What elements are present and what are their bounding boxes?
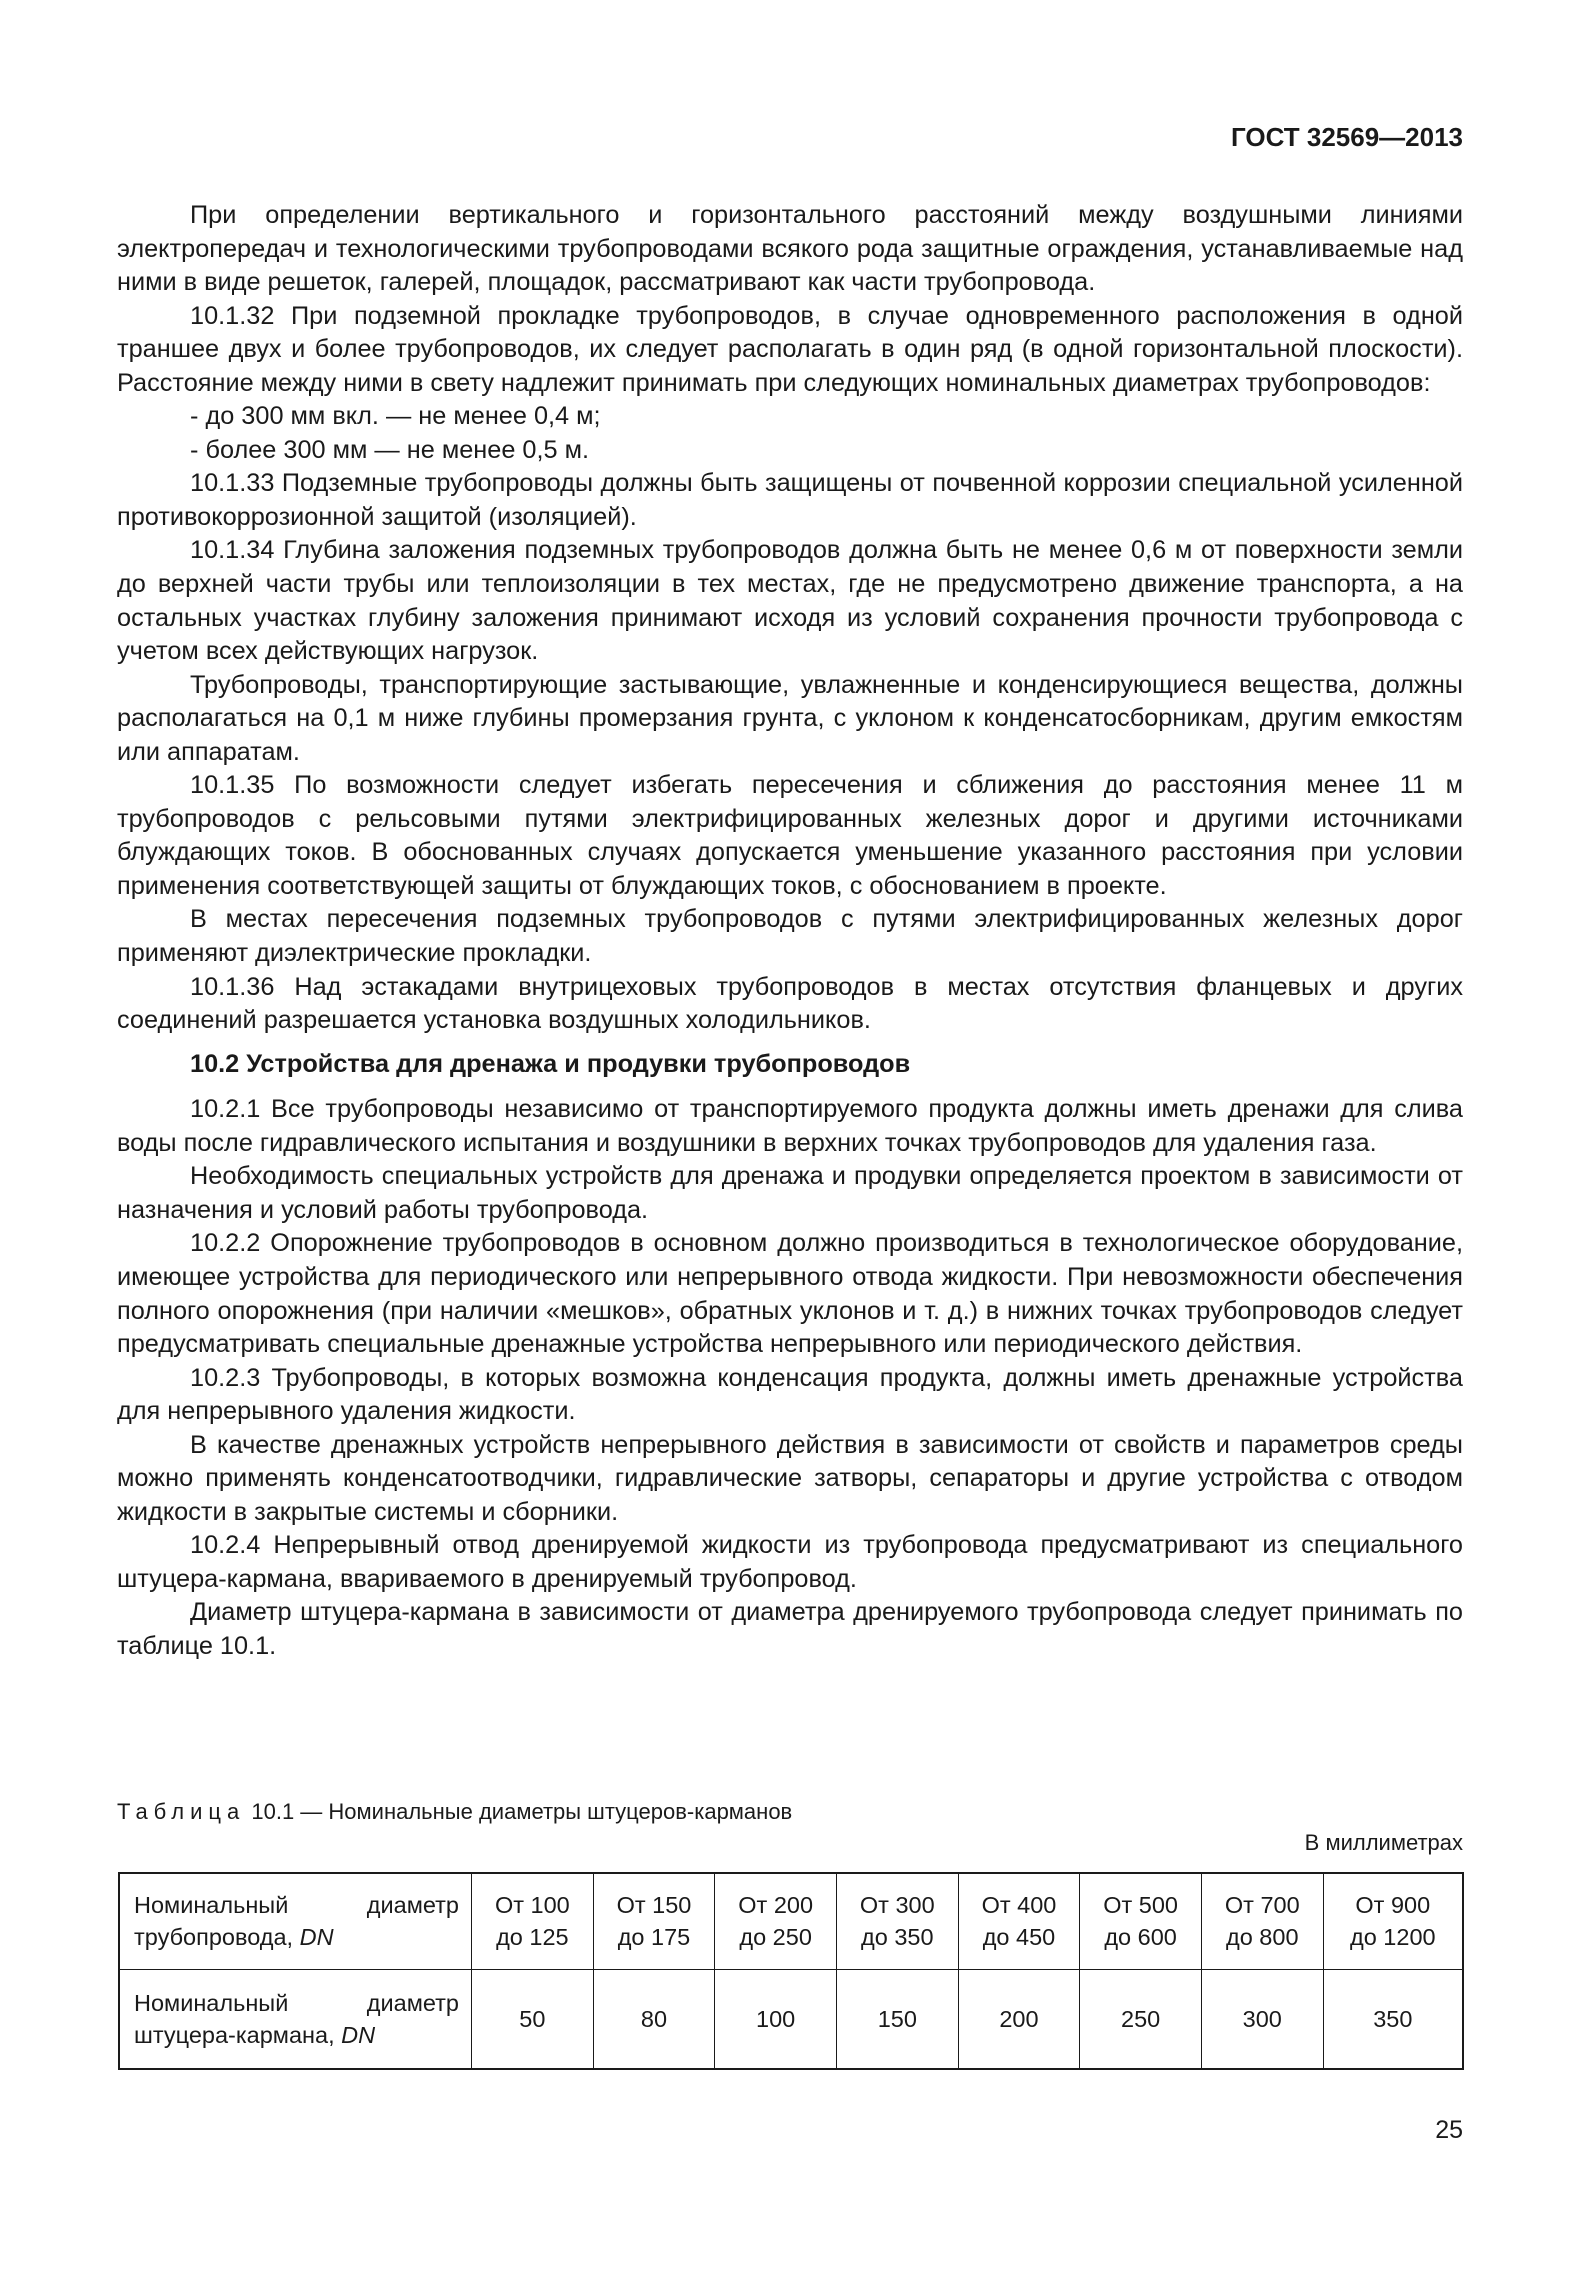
range-from: От 400 [981, 1892, 1057, 1919]
range-from: От 900 [1355, 1892, 1431, 1919]
paragraph: 10.2.4 Непрерывный отвод дренируемой жидкости из трубопровода предусматривают из специального штуцера-кармана, ввариваемого в дренируемый трубопровод. [117, 1531, 1463, 1593]
table-cell-value: 50 [472, 1969, 594, 2069]
range-to: до 350 [861, 1924, 934, 1951]
row-header-text: трубопровода, [134, 1924, 300, 1951]
section-heading: 10.2 Устройства для дренажа и продувки трубопроводов [190, 1049, 911, 1078]
paragraph: 10.2.2 Опорожнение трубопроводов в основном должно производиться в технологическое оборудование, имеющее устройства для периодического или непрерывного отвода жидкости. При невозможности обеспечения полного опорожнения (при наличии «мешков», обратных уклонов и т. д.) в нижних точках трубопроводов следует предусматривать специальные дренажные устройства непрерывного или периодического действия. [117, 1229, 1463, 1359]
paragraph: 10.1.34 Глубина заложения подземных трубопроводов должна быть не менее 0,6 м от поверхности земли до верхней части трубы или теплоизоляции в тех местах, где не предусмотрено движение транспорта, а на остальных участках глубину заложения принимают исходя из условий сохранения прочности трубопровода с учетом всех действующих нагрузок. [117, 536, 1463, 666]
row-header-line: Номинальный диаметр [134, 1989, 459, 2016]
range-to: до 600 [1104, 1924, 1177, 1951]
table-cell-range [836, 1873, 958, 1969]
row-header-pipe-diameter [119, 1873, 472, 1969]
range-to: до 1200 [1350, 1924, 1436, 1951]
row-header-line [134, 2022, 375, 2048]
document-header [117, 120, 1463, 154]
paragraph: 10.2.3 Трубопроводы, в которых возможна конденсация продукта, должны иметь дренажные устройства для непрерывного удаления жидкости. [117, 1363, 1463, 1426]
table-cell-range [1080, 1873, 1202, 1969]
table-caption-word: Таблица [117, 1799, 246, 1824]
paragraph: Необходимость специальных устройств для дренажа и продувки определяется проектом в зависимости от назначения и условий работы трубопровода. [117, 1162, 1463, 1224]
table-row-fitting-diameter [119, 1969, 1463, 2069]
document-code: ГОСТ 32569—2013 [1231, 122, 1463, 152]
table-cell-value: 80 [593, 1969, 715, 2069]
row-header-fitting-diameter [119, 1969, 472, 2069]
table-units: В миллиметрах [1304, 1830, 1463, 1855]
table-cell-value: 300 [1201, 1969, 1323, 2069]
paragraph: 10.1.36 Над эстакадами внутрицеховых трубопроводов в местах отсутствия фланцевых и других соединений разрешается установка воздушных холодильников. [117, 972, 1463, 1035]
range-from: От 150 [616, 1892, 692, 1919]
paragraph: 10.1.32 При подземной прокладке трубопроводов, в случае одновременного расположения в одной траншее двух и более трубопроводов, их следует располагать в один ряд (в одной горизонтальной плоскости). Расстояние между ними в свету надлежит принимать при следующих номинальных диаметрах трубопроводов: [117, 301, 1463, 397]
range-to: до 175 [617, 1924, 691, 1951]
table-cell-value: 350 [1323, 1969, 1463, 2069]
page-body [117, 199, 1463, 1664]
paragraph: При определении вертикального и горизонтального расстояний между воздушными линиями электропередач и технологическими трубопроводами всякого рода защитные ограждения, устанавливаемые над ними в виде решеток, галерей, площадок, рассматривают как части трубопровода. [117, 201, 1463, 297]
row-header-line [134, 1924, 334, 1950]
list-item: - более 300 мм — не менее 0,5 м. [190, 435, 590, 464]
range-from: От 700 [1224, 1892, 1300, 1919]
table-cell-value: 250 [1080, 1969, 1202, 2069]
diameters-table [118, 1872, 1464, 2070]
paragraph: Трубопроводы, транспортирующие застывающие, увлажненные и конденсирующиеся вещества, должны располагаться на 0,1 м ниже глубины промерзания грунта, с уклоном к конденсатосборникам, другим емкостям или аппаратам. [117, 670, 1463, 766]
paragraph: В качестве дренажных устройств непрерывного действия в зависимости от свойств и параметров среды можно применять конденсатоотводчики, гидравлические затворы, сепараторы и другие устройства с отводом жидкости в закрытые системы и сборники. [117, 1430, 1463, 1526]
table-cell-range [715, 1873, 837, 1969]
table-cell-value: 150 [836, 1969, 958, 2069]
paragraph: 10.2.1 Все трубопроводы независимо от транспортируемого продукта должны иметь дренажи для слива воды после гидравлического испытания и воздушники в верхних точках трубопроводов для удаления газа. [117, 1095, 1463, 1157]
range-to: до 450 [982, 1924, 1056, 1951]
paragraph: 10.1.35 По возможности следует избегать пересечения и сближения до расстояния менее 11 м трубопроводов с рельсовыми путями электрифицированных железных дорог и другими источниками блуждающих токов. В обоснованных случаях допускается уменьшение указанного расстояния при условии применения соответствующей защиты от блуждающих токов, с обоснованием в проекте. [117, 771, 1463, 900]
table-caption [117, 1797, 1463, 1827]
paragraph: 10.1.33 Подземные трубопроводы должны быть защищены от почвенной коррозии специальной усиленной противокоррозионной защитой (изоляцией). [117, 469, 1463, 531]
page-number: 25 [1435, 2116, 1463, 2144]
table-caption-text: 10.1 — Номинальные диаметры штуцеров-карманов [245, 1799, 793, 1824]
dn-symbol: DN [341, 2021, 376, 2048]
table-cell-range [593, 1873, 715, 1969]
range-from: От 100 [494, 1892, 570, 1919]
table-cell-range [958, 1873, 1080, 1969]
table-row-pipe-diameter [119, 1873, 1463, 1969]
table-cell-range [1323, 1873, 1463, 1969]
range-from: От 200 [738, 1892, 814, 1919]
row-header-line: Номинальный диаметр [134, 1892, 459, 1919]
table-cell-value: 200 [958, 1969, 1080, 2069]
dn-symbol: DN [299, 1924, 334, 1951]
range-from: От 500 [1103, 1892, 1178, 1919]
paragraph: В местах пересечения подземных трубопроводов с путями электрифицированных железных дорог применяют диэлектрические прокладки. [117, 905, 1463, 968]
range-to: до 250 [739, 1924, 812, 1951]
range-to: до 800 [1226, 1924, 1299, 1951]
table-cell-range [472, 1873, 594, 1969]
range-from: От 300 [859, 1892, 935, 1919]
table-cell-range [1201, 1873, 1323, 1969]
table-cell-value: 100 [715, 1969, 837, 2069]
row-header-text: штуцера-кармана, [134, 2021, 342, 2048]
range-to: до 125 [496, 1924, 569, 1951]
paragraph: Диаметр штуцера-кармана в зависимости от диаметра дренируемого трубопровода следует принимать по таблице 10.1. [117, 1598, 1463, 1660]
list-item: - до 300 мм вкл. — не менее 0,4 м; [190, 402, 601, 431]
